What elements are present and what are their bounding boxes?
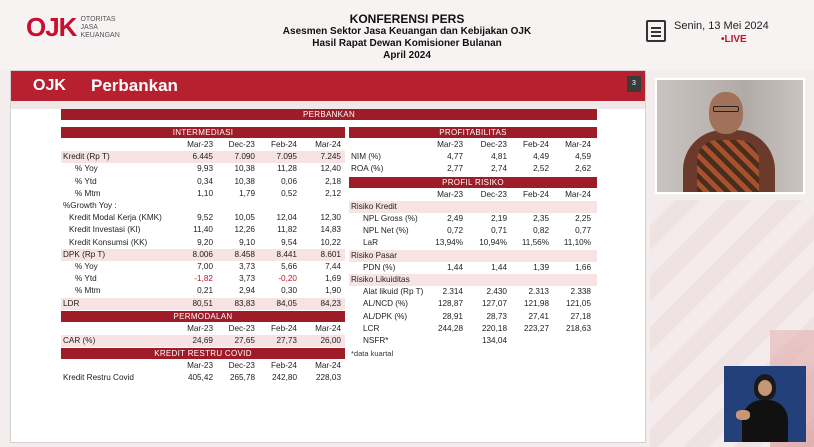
row-label: Kredit Konsumsi (KK)	[69, 237, 148, 247]
cell-value: 9,54	[281, 237, 297, 247]
period-header: Feb-24	[271, 140, 297, 149]
period-header: Dec-23	[228, 140, 255, 149]
cell-value: 8.601	[320, 249, 341, 259]
period-header: Feb-24	[271, 323, 297, 333]
period-header: Mar-24	[315, 140, 341, 149]
cell-value: 405,42	[187, 373, 213, 383]
table-row	[349, 323, 597, 335]
cell-value: 0,72	[447, 226, 463, 236]
conference-subtitle: April 2024	[383, 50, 431, 61]
restru-covid-band: KREDIT RESTRU COVID	[61, 348, 345, 359]
period-header: Mar-24	[565, 140, 591, 149]
cell-value: 2.314	[442, 287, 463, 297]
sign-language-interpreter-video	[724, 366, 806, 442]
table-row	[349, 237, 597, 249]
profil-risiko-band: PROFIL RISIKO	[349, 177, 597, 188]
main-section-band: PERBANKAN	[61, 109, 597, 120]
table-row	[61, 285, 345, 297]
cell-value: 223,27	[523, 323, 549, 333]
row-label: NSFR*	[363, 336, 389, 345]
table-row	[61, 176, 345, 188]
logo-line: JASA	[80, 23, 98, 31]
calendar-icon	[646, 20, 666, 42]
table-row	[349, 298, 597, 310]
row-label: % Ytd	[75, 274, 97, 284]
cell-value: 1,44	[447, 262, 463, 272]
intermediasi-band: INTERMEDIASI	[61, 127, 345, 138]
cell-value: 13,94%	[435, 238, 463, 248]
table-row	[61, 212, 345, 224]
cell-value: 2.313	[528, 287, 549, 297]
interpreter-body	[742, 400, 788, 442]
cell-value: 0,06	[281, 176, 297, 186]
row-label: NPL Net (%)	[363, 226, 409, 236]
cell-value: 4,59	[575, 152, 591, 162]
cell-value: 2,25	[575, 214, 591, 223]
cell-value: 10,05	[234, 213, 255, 223]
cell-value: 9,93	[197, 164, 213, 174]
broadcast-date: Senin, 13 Mei 2024	[674, 20, 769, 32]
conference-title: KONFERENSI PERS	[349, 12, 465, 26]
cell-value: 2,52	[533, 164, 549, 174]
table-row	[349, 250, 597, 262]
cell-value: 10,38	[234, 164, 255, 174]
cell-value: 0,34	[197, 176, 213, 186]
row-label: NPL Gross (%)	[363, 214, 418, 223]
row-label: Risiko Likuiditas	[351, 275, 410, 284]
cell-value: 2.338	[570, 287, 591, 297]
cell-value: 2,77	[447, 164, 463, 174]
cell-value: 2,18	[325, 176, 341, 186]
row-label: Risiko Pasar	[351, 250, 397, 260]
row-label: %Growth Yoy :	[63, 201, 117, 210]
cell-value: 5,66	[281, 262, 297, 271]
row-label: LaR	[363, 238, 379, 248]
cell-value: 11,40	[193, 225, 213, 235]
table-row	[61, 237, 345, 249]
row-label: LCR	[363, 323, 380, 333]
row-label: Kredit Modal Kerja (KMK)	[69, 213, 162, 223]
table-row	[61, 298, 345, 310]
cell-value: 2,62	[575, 164, 591, 174]
slide-logo-mark: OJK	[33, 77, 66, 94]
table-row	[349, 286, 597, 298]
profitabilitas-period-row	[349, 139, 597, 151]
row-label: CAR (%)	[63, 336, 96, 345]
table-row	[61, 261, 345, 273]
row-label: Kredit Investasi (KI)	[69, 225, 141, 235]
cell-value: 2,74	[491, 164, 507, 174]
footnote: *data kuartal	[351, 349, 394, 359]
cell-value: 1,69	[325, 274, 341, 284]
cell-value: 9,52	[197, 213, 213, 223]
row-label: LDR	[63, 298, 80, 308]
presentation-slide	[10, 70, 646, 443]
profitabilitas-band: PROFITABILITAS	[349, 127, 597, 138]
interpreter-hand	[736, 410, 750, 420]
row-label: Kredit (Rp T)	[63, 152, 110, 162]
cell-value: 1,79	[239, 188, 255, 198]
period-header: Mar-23	[187, 323, 213, 333]
cell-value: 27,73	[276, 336, 297, 345]
cell-value: 0,21	[197, 286, 213, 296]
slide-header	[11, 71, 645, 101]
cell-value: 265,78	[229, 373, 255, 383]
cell-value: 24,69	[192, 336, 213, 345]
ojk-logo-text	[80, 16, 119, 40]
cell-value: 4,77	[447, 152, 463, 162]
ojk-logo-mark: OJK	[26, 12, 77, 42]
period-header: Mar-24	[315, 361, 341, 371]
period-header: Mar-24	[315, 323, 341, 333]
conference-title-block	[260, 12, 554, 62]
table-row	[349, 213, 597, 225]
cell-value: 121,98	[523, 299, 549, 309]
table-row	[349, 163, 597, 175]
period-header: Mar-23	[187, 361, 213, 371]
profil-risiko-period-row	[349, 189, 597, 201]
cell-value: 2,19	[491, 214, 507, 223]
row-label: Kredit Restru Covid	[63, 373, 134, 383]
cell-value: 12,04	[276, 213, 297, 223]
cell-value: 9,20	[197, 237, 213, 247]
cell-value: 2,49	[447, 214, 463, 223]
cell-value: 2,94	[239, 286, 255, 296]
cell-value: 128,87	[437, 299, 463, 309]
cell-value: 11,10%	[563, 238, 591, 248]
speaker-video	[655, 78, 805, 194]
cell-value: 0,82	[533, 226, 549, 236]
table-row	[61, 372, 345, 384]
glasses-icon	[713, 106, 739, 112]
cell-value: 11,28	[277, 164, 297, 174]
cell-value: 1,90	[325, 286, 341, 296]
cell-value: 26,00	[320, 336, 341, 345]
cell-value: 0,71	[491, 226, 507, 236]
cell-value: 228,03	[315, 373, 341, 383]
period-header: Dec-23	[480, 140, 507, 149]
cell-value: 121,05	[565, 299, 591, 309]
cell-value: 27,65	[234, 336, 255, 345]
cell-value: 12,30	[320, 213, 341, 223]
row-label: NIM (%)	[351, 152, 382, 162]
cell-value: 6.445	[192, 152, 213, 162]
cell-value: 2,35	[533, 214, 549, 223]
cell-value: 7.090	[234, 152, 255, 162]
slide-strip	[11, 101, 645, 109]
period-header: Feb-24	[271, 361, 297, 371]
row-label: % Mtm	[75, 286, 101, 296]
cell-value: 7,00	[197, 262, 213, 271]
period-header: Feb-24	[523, 140, 549, 149]
logo-line: KEUANGAN	[80, 31, 120, 39]
row-label: Risiko Kredit	[351, 201, 397, 211]
row-label: % Yoy	[75, 262, 98, 271]
cell-value: 12,26	[234, 225, 255, 235]
cell-value: 10,94%	[479, 238, 507, 248]
cell-value: 1,66	[575, 262, 591, 272]
cell-value: -0,20	[278, 274, 297, 284]
cell-value: 1,10	[197, 188, 213, 198]
cell-value: 8.458	[234, 249, 255, 259]
cell-value: 1,44	[491, 262, 507, 272]
cell-value: 2,12	[325, 188, 341, 198]
row-label: ROA (%)	[351, 164, 384, 174]
table-row	[61, 335, 345, 347]
row-label: Alat likuid (Rp T)	[363, 287, 424, 297]
cell-value: 83,83	[234, 298, 255, 308]
batik-shirt	[697, 140, 759, 194]
cell-value: 218,63	[565, 323, 591, 333]
intermediasi-period-row	[61, 139, 345, 151]
period-header: Mar-23	[437, 140, 463, 149]
cell-value: 10,38	[234, 176, 255, 186]
table-row	[349, 311, 597, 323]
cell-value: 4,81	[491, 152, 507, 162]
cell-value: -1,82	[194, 274, 213, 284]
cell-value: 220,18	[481, 323, 507, 333]
row-label: % Yoy	[75, 164, 98, 174]
cell-value: 8.441	[276, 249, 297, 259]
cell-value: 127,07	[481, 299, 507, 309]
interpreter-face	[758, 380, 772, 396]
row-label: % Ytd	[75, 176, 97, 186]
cell-value: 28,73	[486, 311, 507, 321]
table-row	[349, 335, 597, 347]
row-label: DPK (Rp T)	[63, 249, 106, 259]
permodalan-period-row	[61, 323, 345, 335]
period-header: Mar-24	[565, 189, 591, 199]
period-header: Feb-24	[523, 189, 549, 199]
slide-page-number: 3	[627, 76, 641, 92]
cell-value: 244,28	[437, 323, 463, 333]
cell-value: 84,05	[276, 298, 297, 308]
cell-value: 134,04	[481, 336, 507, 345]
cell-value: 3,73	[239, 262, 255, 271]
cell-value: 0,77	[575, 226, 591, 236]
period-header: Mar-23	[187, 140, 213, 149]
ojk-logo	[26, 12, 120, 43]
period-header: Dec-23	[480, 189, 507, 199]
cell-value: 0,30	[281, 286, 297, 296]
table-row	[349, 274, 597, 286]
cell-value: 2.430	[486, 287, 507, 297]
live-badge: •LIVE	[721, 34, 747, 45]
cell-value: 1,39	[533, 262, 549, 272]
cell-value: 11,82	[277, 225, 297, 235]
cell-value: 27,41	[528, 311, 549, 321]
cell-value: 8.006	[192, 249, 213, 259]
permodalan-band: PERMODALAN	[61, 311, 345, 322]
table-row	[61, 224, 345, 236]
cell-value: 12,40	[320, 164, 341, 174]
period-header: Dec-23	[228, 361, 255, 371]
row-label: AL/DPK (%)	[363, 311, 408, 321]
cell-value: 7.095	[276, 152, 297, 162]
row-label: % Mtm	[75, 188, 101, 198]
speaker-head	[709, 92, 743, 134]
table-row	[61, 188, 345, 200]
logo-line: OTORITAS	[80, 15, 116, 23]
cell-value: 7.245	[320, 152, 341, 162]
conference-subtitle: Hasil Rapat Dewan Komisioner Bulanan	[312, 38, 502, 49]
row-label: PDN (%)	[363, 262, 396, 272]
table-row	[61, 200, 345, 212]
table-row	[61, 151, 345, 163]
table-row	[349, 201, 597, 213]
conference-subtitle: Asesmen Sektor Jasa Keuangan dan Kebijakan OJK	[282, 26, 532, 37]
cell-value: 10,22	[320, 237, 341, 247]
cell-value: 3,73	[239, 274, 255, 284]
table-row	[61, 249, 345, 261]
date-box	[646, 20, 769, 45]
cell-value: 84,23	[320, 298, 341, 308]
cell-value: 9,10	[239, 237, 255, 247]
cell-value: 11,56%	[521, 238, 549, 248]
period-header: Mar-23	[437, 189, 463, 199]
cell-value: 0,52	[281, 188, 297, 198]
cell-value: 4,49	[533, 152, 549, 162]
table-row	[349, 151, 597, 163]
cell-value: 14,83	[320, 225, 341, 235]
table-row	[61, 273, 345, 285]
cell-value: 80,51	[192, 298, 213, 308]
slide-ojk-logo	[33, 77, 66, 95]
cell-value: 27,18	[570, 311, 591, 321]
period-header: Dec-23	[228, 323, 255, 333]
row-label: AL/NCD (%)	[363, 299, 409, 309]
table-row	[61, 163, 345, 175]
cell-value: 242,80	[271, 373, 297, 383]
table-row	[349, 262, 597, 274]
cell-value: 28,91	[442, 311, 463, 321]
broadcast-header	[0, 0, 814, 70]
cell-value: 7,44	[325, 262, 341, 271]
restru-period-row	[61, 360, 345, 372]
slide-title: Perbankan	[91, 76, 178, 95]
table-row	[349, 225, 597, 237]
